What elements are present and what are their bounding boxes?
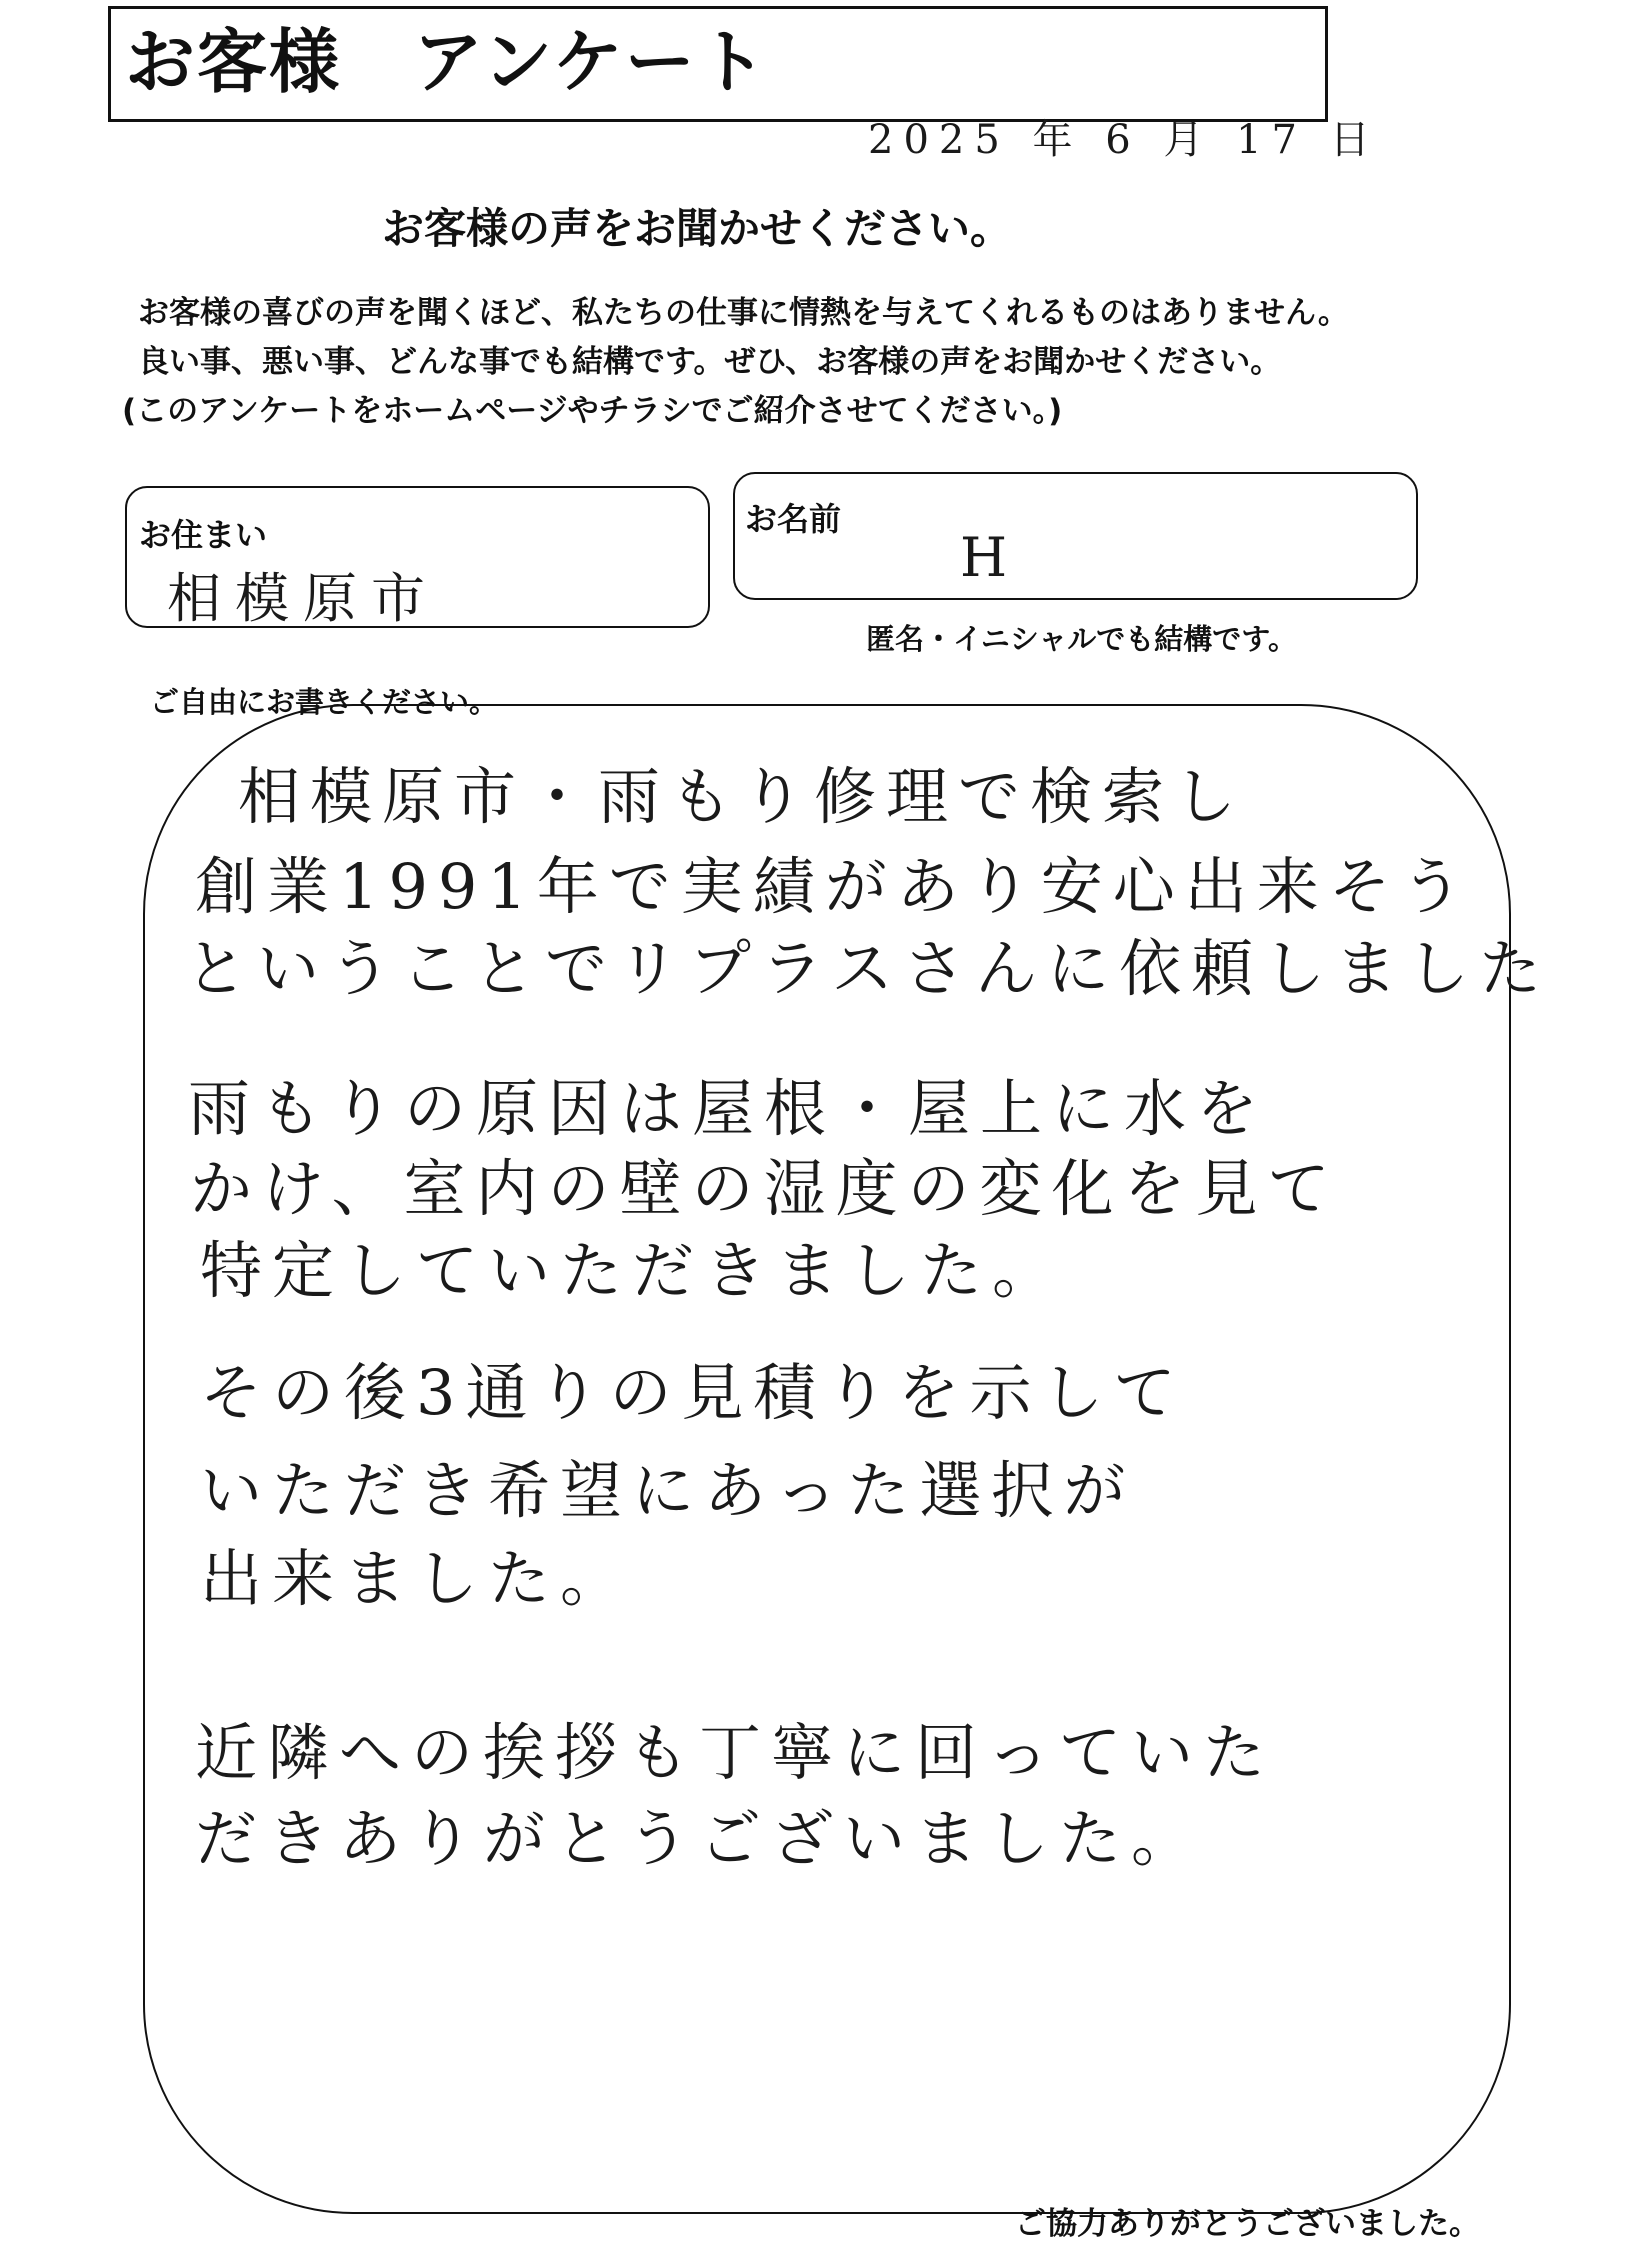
address-label: お住まい	[139, 516, 268, 554]
title-box	[108, 6, 1328, 122]
comment-line-2: 創業1991年で実績があり安心出来そう	[195, 850, 1473, 923]
comment-line-4: 雨もりの原因は屋根・屋上に水を	[188, 1072, 1269, 1145]
address-value: 相模原市	[167, 567, 439, 630]
comment-line-3: ということでリプラスさんに依頼しました	[185, 932, 1552, 1005]
survey-heading: お客様の声をお聞かせください。	[382, 204, 1013, 253]
comment-line-11: だきありがとうございました。	[195, 1802, 1204, 1875]
comment-line-5: かけ、室内の壁の湿度の変化を見て	[190, 1152, 1340, 1225]
name-note: 匿名・イニシャルでも結構です。	[866, 622, 1297, 656]
name-value: H	[960, 526, 1022, 589]
survey-date: 2025 年 6 月 17 日	[868, 117, 1380, 163]
footer-thanks: ご協力ありがとうございました。	[1015, 2206, 1480, 2242]
comment-line-1: 相模原市・雨もり修理で検索し	[238, 760, 1247, 833]
comment-line-7: その後3通りの見積りを示して	[200, 1356, 1186, 1429]
comment-line-10: 近隣への挨拶も丁寧に回っていた	[195, 1716, 1276, 1789]
intro-line-3: (このアンケートをホームページやチラシでご紹介させてください。)	[122, 393, 1063, 429]
address-field	[125, 486, 710, 628]
comment-line-9: 出来ました。	[200, 1542, 633, 1615]
intro-line-1: お客様の喜びの声を聞くほど、私たちの仕事に情熱を与えてくれるものはありません。	[138, 295, 1349, 331]
freeform-label: ご自由にお書きください。	[150, 685, 499, 719]
comment-line-6: 特定していただきました。	[200, 1234, 1065, 1307]
name-label: お名前	[745, 500, 842, 538]
comment-line-8: いただき希望にあった選択が	[200, 1454, 1136, 1527]
name-field	[733, 472, 1418, 600]
page-title: お客様 アンケート	[125, 21, 769, 103]
intro-line-2: 良い事、悪い事、どんな事でも結構です。ぜひ、お客様の声をお聞かせください。	[138, 344, 1282, 380]
